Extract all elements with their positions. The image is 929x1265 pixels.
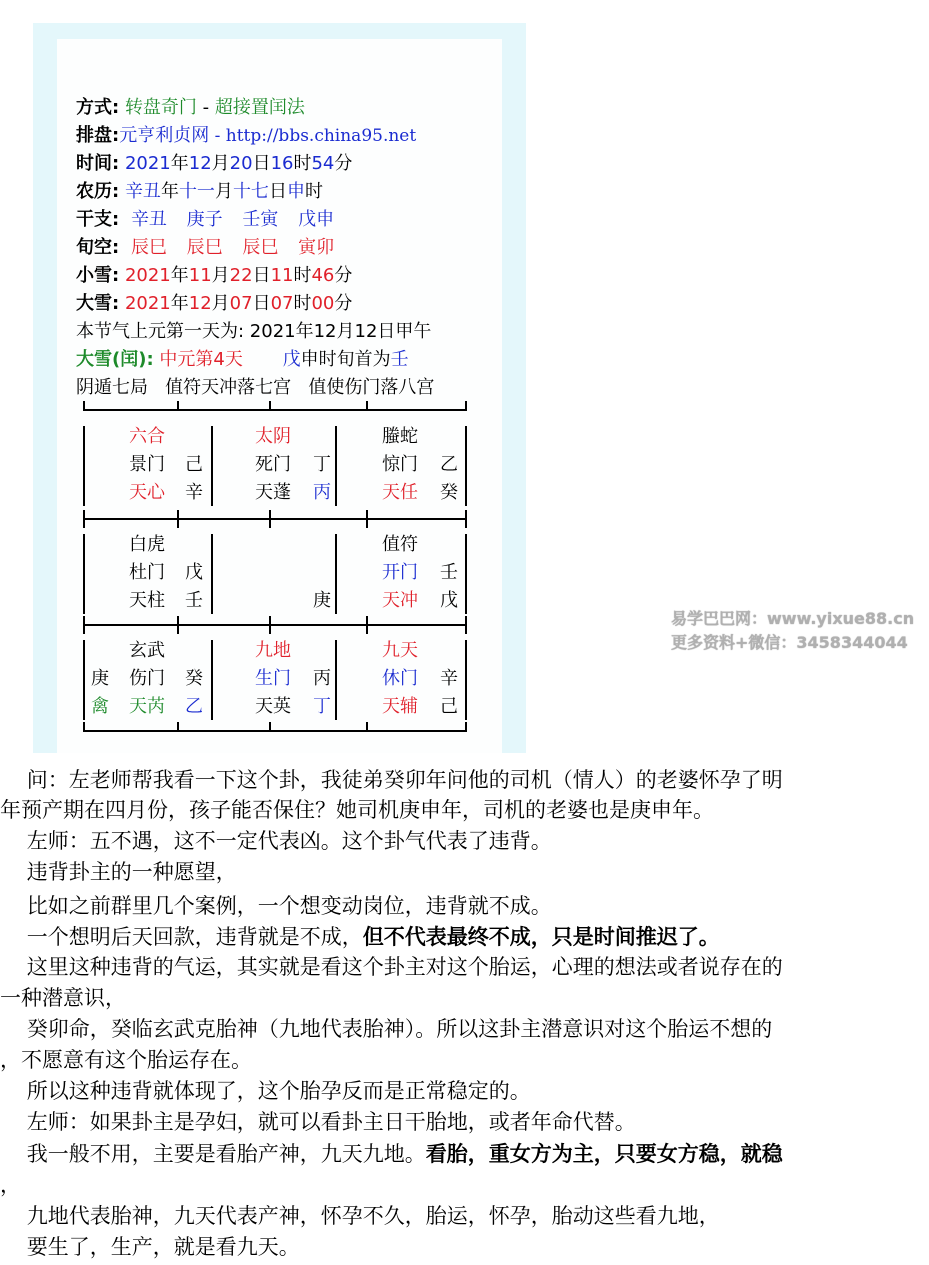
p4-star: 天柱 [129, 590, 165, 611]
p1-door-gan: 己 [185, 454, 203, 475]
tick-3 [269, 401, 271, 411]
xiaoxue-t2: 月 [211, 265, 230, 286]
para-5-a: 一个想明后天回款，违背就是不成， [0, 925, 363, 949]
p8-star-gan: 丁 [313, 696, 331, 717]
p7-star-gan: 乙 [185, 696, 203, 717]
vbar-r2-b [211, 534, 213, 614]
tick-17 [177, 722, 179, 732]
vbar-r3-a [83, 640, 85, 720]
source-label: 排盘: [76, 125, 120, 146]
tick-13 [269, 616, 271, 634]
para-1a: 问：左老师帮我看一下这个卦，我徒弟癸卯年问他的司机（情人）的老婆怀孕了明 [0, 768, 783, 792]
tick-18 [269, 722, 271, 732]
p8-door-gan: 丙 [313, 668, 331, 689]
daxue-t1: 年 [170, 293, 189, 314]
time-t1: 年 [170, 153, 189, 174]
para-4: 比如之前群里几个案例，一个想变动岗位，违背就不成。 [0, 894, 552, 918]
tick-2 [177, 401, 179, 411]
time-t5: 分 [334, 153, 353, 174]
p6-door-gan: 壬 [440, 562, 458, 583]
tick-12 [177, 616, 179, 634]
method-line [76, 97, 305, 119]
site-watermark [671, 607, 914, 655]
time-t2: 月 [211, 153, 230, 174]
p3-star-gan: 癸 [440, 482, 458, 503]
tick-19 [366, 722, 368, 732]
lunar-day: 十七 [232, 181, 269, 202]
vbar-r2-d [465, 534, 467, 614]
ganzhi-label: 干支: [76, 209, 120, 230]
p7-door-gan: 癸 [185, 668, 203, 689]
para-7b: ，不愿意有这个胎运存在。 [0, 1048, 252, 1072]
p1-door: 景门 [129, 454, 165, 475]
daxue-day: 07 [229, 293, 253, 314]
xiaoxue-hour: 11 [270, 265, 294, 286]
para-3: 违背卦主的一种愿望， [0, 860, 237, 884]
daxue-year: 2021 [124, 293, 171, 314]
lunar-label: 农历: [76, 181, 120, 202]
tick-4 [366, 401, 368, 411]
tick-9 [366, 510, 368, 528]
para-12: 要生了，生产，就是看九天。 [0, 1235, 300, 1259]
jieqi-line: 本节气上元第一天为: 2021年12月12日甲午 [76, 321, 432, 342]
vbar-r2-c [335, 534, 337, 614]
p4-star-gan: 壬 [185, 590, 203, 611]
p6-star: 天冲 [382, 590, 418, 611]
grid-bottom [83, 730, 467, 732]
daxue-run-x1: 戊 [282, 349, 301, 370]
p4-door-gan: 戊 [185, 562, 203, 583]
time-line [76, 153, 352, 175]
xiaoxue-day: 22 [229, 265, 253, 286]
ganzhi-hour: 戊申 [298, 209, 335, 230]
vbar-r1-d [465, 426, 467, 506]
time-month: 12 [188, 153, 212, 174]
xiaoxue-t3: 日 [252, 265, 271, 286]
source-site: 元亨利贞网 [119, 125, 210, 146]
p4-door: 杜门 [129, 562, 165, 583]
p1-star-gan: 辛 [185, 482, 203, 503]
p9-door: 休门 [382, 668, 418, 689]
method-value: 转盘奇门 [124, 97, 197, 118]
daxue-label: 大雪: [76, 293, 120, 314]
p2-god: 太阴 [255, 426, 291, 447]
ganzhi-month: 庚子 [186, 209, 223, 230]
p6-star-gan: 戊 [440, 590, 458, 611]
lunar-t3: 日 [268, 181, 287, 202]
tick-7 [177, 510, 179, 528]
tick-15 [465, 616, 467, 634]
p3-star: 天任 [382, 482, 418, 503]
daxue-t4: 时 [293, 293, 312, 314]
method-label: 方式: [76, 97, 120, 118]
tick-6 [83, 510, 85, 528]
tick-14 [366, 616, 368, 634]
para-1b: 年预产期在四月份，孩子能否保住？她司机庚申年，司机的老婆也是庚申年。 [0, 798, 714, 822]
source-line [76, 125, 416, 147]
xiaoxue-month: 11 [188, 265, 212, 286]
xiaoxue-label: 小雪: [76, 265, 120, 286]
para-6a: 这里这种违背的气运，其实就是看这个卦主对这个胎运，心理的想法或者说存在的 [0, 955, 783, 979]
time-hour: 16 [270, 153, 294, 174]
tick-1 [83, 401, 85, 411]
xunkong-3: 辰巳 [242, 237, 279, 258]
daxue-line [76, 293, 352, 315]
vbar-r3-b [211, 640, 213, 720]
p5-star-gan: 庚 [313, 590, 331, 611]
p9-star-gan: 己 [440, 696, 458, 717]
para-9: 左师：如果卦主是孕妇，就可以看卦主日干胎地，或者年命代替。 [0, 1110, 636, 1134]
p7-pre1: 庚 [91, 668, 109, 689]
p1-star: 天心 [129, 482, 165, 503]
para-10-a: 我一般不用，主要是看胎产神，九天九地。 [0, 1142, 426, 1166]
source-url: - http://bbs.china95.net [209, 126, 417, 146]
daxue-run-yuan: 中元第4天 [159, 349, 243, 370]
lunar-month: 十一 [178, 181, 215, 202]
vbar-r2-a [83, 534, 85, 614]
para-10c: ， [0, 1173, 21, 1197]
p3-door-gan: 乙 [440, 454, 458, 475]
ganzhi-line [76, 209, 334, 231]
para-2: 左师：五不遇，这不一定代表凶。这个卦气代表了违背。 [0, 829, 552, 853]
watermark-line-1: 易学巴巴网：www.yixue88.cn [671, 609, 915, 628]
p8-god: 九地 [255, 640, 291, 661]
p2-star-gan: 丙 [313, 482, 331, 503]
p3-god: 螣蛇 [382, 426, 418, 447]
p2-door-gan: 丁 [313, 454, 331, 475]
lunar-line [76, 181, 323, 203]
tick-16 [83, 722, 85, 732]
method-value-2: 超接置闰法 [214, 97, 305, 118]
para-6b: 一种潜意识， [0, 986, 126, 1010]
time-label: 时间: [76, 153, 120, 174]
xiaoxue-t5: 分 [334, 265, 353, 286]
xunkong-2: 辰巳 [186, 237, 223, 258]
p7-star: 天芮 [129, 696, 165, 717]
xunkong-1: 辰巳 [130, 237, 167, 258]
method-sep: - [196, 97, 215, 118]
para-7a: 癸卯命，癸临玄武克胎神（九地代表胎神）。所以这卦主潜意识对这个胎运不想的 [0, 1017, 773, 1041]
time-minute: 54 [311, 153, 335, 174]
para-8: 所以这种违背就体现了，这个胎孕反而是正常稳定的。 [0, 1079, 531, 1103]
p2-star: 天蓬 [255, 482, 291, 503]
xunkong-label: 旬空: [76, 237, 120, 258]
xiaoxue-minute: 46 [311, 265, 335, 286]
daxue-run-line [76, 349, 409, 371]
grid-row1 [83, 518, 467, 520]
p3-door: 惊门 [382, 454, 418, 475]
xiaoxue-year: 2021 [124, 265, 171, 286]
p9-star: 天辅 [382, 696, 418, 717]
xunkong-4: 寅卯 [298, 237, 335, 258]
para-10-bold: 看胎，重女方为主，只要女方稳，就稳 [425, 1141, 783, 1166]
xiaoxue-t1: 年 [170, 265, 189, 286]
time-t3: 日 [252, 153, 271, 174]
p1-god: 六合 [129, 426, 165, 447]
p7-door: 伤门 [129, 668, 165, 689]
xiaoxue-line [76, 265, 352, 287]
vbar-r1-a [83, 426, 85, 506]
xunkong-line [76, 237, 334, 259]
p6-door: 开门 [382, 562, 418, 583]
lunar-t2: 月 [214, 181, 233, 202]
lunar-year: 辛丑 [124, 181, 161, 202]
p7-god: 玄武 [129, 640, 165, 661]
daxue-run-x3: 壬 [390, 349, 409, 370]
p7-pre2: 禽 [91, 696, 109, 717]
vbar-r1-c [335, 426, 337, 506]
daxue-month: 12 [188, 293, 212, 314]
daxue-t3: 日 [252, 293, 271, 314]
daxue-run-label: 大雪(闰): [76, 349, 154, 370]
xiaoxue-t4: 时 [293, 265, 312, 286]
tick-11 [83, 616, 85, 634]
time-t4: 时 [293, 153, 312, 174]
para-5-bold: 但不代表最终不成，只是时间推迟了。 [362, 924, 720, 949]
daxue-t5: 分 [334, 293, 353, 314]
tick-5 [465, 401, 467, 411]
vbar-r1-b [211, 426, 213, 506]
para-5 [0, 922, 929, 952]
tick-20 [465, 722, 467, 732]
p2-door: 死门 [255, 454, 291, 475]
daxue-t2: 月 [211, 293, 230, 314]
p8-door: 生门 [255, 668, 291, 689]
daxue-run-x2: 申时旬首为 [300, 349, 391, 370]
watermark-line-2: 更多资料+微信：3458344044 [671, 633, 908, 652]
p4-god: 白虎 [129, 534, 165, 555]
p9-door-gan: 辛 [440, 668, 458, 689]
grid-row2 [83, 624, 467, 626]
p9-god: 九天 [382, 640, 418, 661]
daxue-minute: 00 [311, 293, 335, 314]
p8-star: 天英 [255, 696, 291, 717]
time-day: 20 [229, 153, 253, 174]
ju-line: 阴遁七局 值符天冲落七宫 值使伤门落八宫 [76, 377, 435, 398]
grid-top [83, 409, 467, 411]
tick-10 [465, 510, 467, 528]
lunar-t1: 年 [160, 181, 179, 202]
vbar-r3-d [465, 640, 467, 720]
ganzhi-day: 壬寅 [242, 209, 279, 230]
p6-god: 值符 [382, 534, 418, 555]
para-10 [0, 1139, 929, 1169]
ganzhi-year: 辛丑 [130, 209, 167, 230]
para-11: 九地代表胎神，九天代表产神，怀孕不久，胎运，怀孕，胎动这些看九地， [0, 1204, 720, 1228]
vbar-r3-c [335, 640, 337, 720]
lunar-t4: 时 [304, 181, 323, 202]
tick-8 [269, 510, 271, 528]
time-year: 2021 [124, 153, 171, 174]
daxue-hour: 07 [270, 293, 294, 314]
qimen-chart-image [33, 23, 526, 753]
lunar-hour: 申 [286, 181, 305, 202]
